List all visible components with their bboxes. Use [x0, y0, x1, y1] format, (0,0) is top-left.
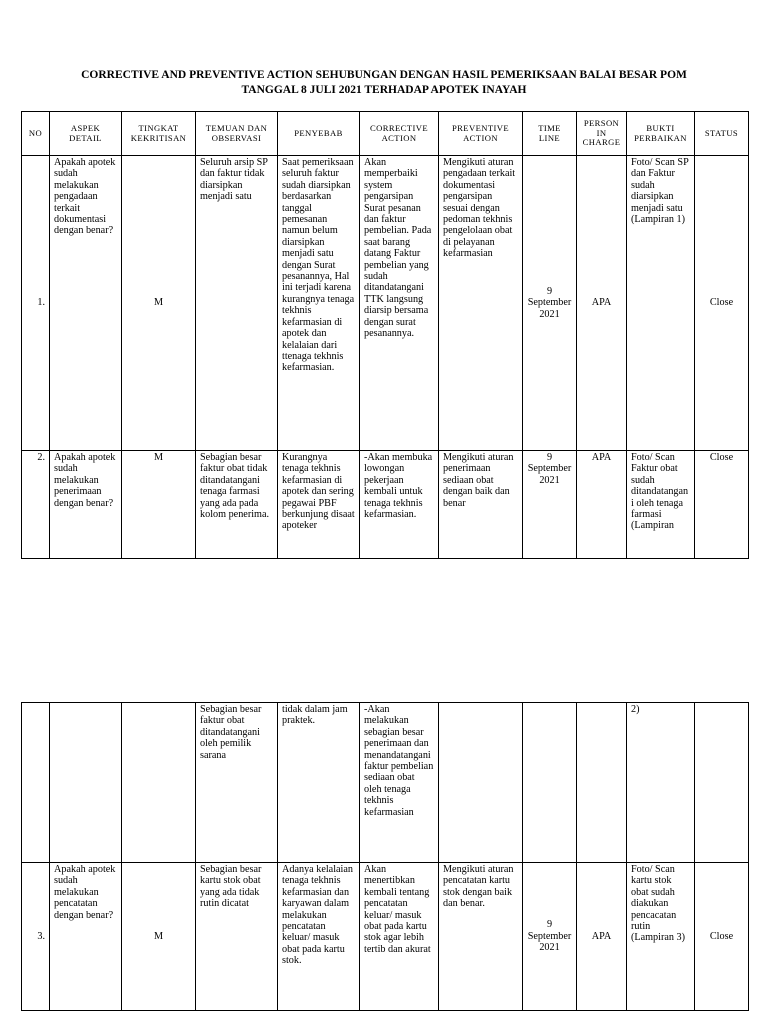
- cont-tingkat: [122, 703, 196, 863]
- row-2-tingkat: M: [122, 451, 196, 559]
- table-header-row: [22, 112, 749, 156]
- row-3-tingkat: M: [122, 863, 196, 1011]
- cont-status: [695, 703, 749, 863]
- row-3-corrective: Akan menertibkan kembali tentang pencatatan keluar/ masuk obat pada kartu stok agar lebih tertib dan akurat: [360, 863, 439, 1011]
- cont-pic: [577, 703, 627, 863]
- cont-aspek: [50, 703, 122, 863]
- row-1-bukti: Foto/ Scan SP dan Faktur sudah diarsipkan menjadi satu (Lampiran 1): [627, 156, 695, 451]
- row-1-no: 1.: [22, 156, 50, 451]
- header-tingkat: TINGKAT KEKRITISAN: [122, 112, 196, 156]
- row-2-preventive: Mengikuti aturan penerimaan sediaan obat dengan baik dan benar: [439, 451, 523, 559]
- row-1-corrective: Akan memperbaiki system pengarsipan Surat pesanan dan faktur pembelian. Pada saat barang datang Faktur pembelian yang sudah ditandatangani TTK langsung diarsip bersama dengan surat pesanannya.: [360, 156, 439, 451]
- row-2-status: Close: [695, 451, 749, 559]
- cont-penyebab: tidak dalam jam praktek.: [278, 703, 360, 863]
- row-1-status: Close: [695, 156, 749, 451]
- row-1-timeline: 9 September 2021: [523, 156, 577, 451]
- cont-temuan: Sebagian besar faktur obat ditandatangani oleh pemilik sarana: [196, 703, 278, 863]
- row-3-bukti: Foto/ Scan kartu stok obat sudah diakukan pencacatan rutin (Lampiran 3): [627, 863, 695, 1011]
- header-preventive: PREVENTIVE ACTION: [439, 112, 523, 156]
- title-line-1: CORRECTIVE AND PREVENTIVE ACTION SEHUBUNGAN DENGAN HASIL PEMERIKSAAN BALAI BESAR POM: [81, 69, 687, 81]
- table-row: [22, 156, 749, 451]
- header-timeline: TIME LINE: [523, 112, 577, 156]
- document-title: [0, 68, 768, 98]
- row-1-tingkat: M: [122, 156, 196, 451]
- row-3-penyebab: Adanya kelalaian tenaga tekhnis kefarmasian dan karyawan dalam melakukan pencatatan keluar/ masuk obat pada kartu stok.: [278, 863, 360, 1011]
- row-3-preventive: Mengikuti aturan pencatatan kartu stok dengan baik dan benar.: [439, 863, 523, 1011]
- row-1-pic: APA: [577, 156, 627, 451]
- row-2-corrective: -Akan membuka lowongan pekerjaan kembali untuk tenaga tekhnis kefarmasian.: [360, 451, 439, 559]
- row-3-aspek: Apakah apotek sudah melakukan pencatatan dengan benar?: [50, 863, 122, 1011]
- capa-table-page-1: [21, 111, 749, 559]
- cont-corrective: -Akan melakukan sebagian besar penerimaan dan menandatangani faktur pembelian sediaan obat oleh tenaga tekhnis kefarmasian: [360, 703, 439, 863]
- row-2-pic: APA: [577, 451, 627, 559]
- row-2-timeline: 9 September 2021: [523, 451, 577, 559]
- row-1-preventive: Mengikuti aturan pengadaan terkait dokumentasi pengarsipan sesuai dengan pedoman tekhnis pengelolaan obat di pelayanan kefarmasian: [439, 156, 523, 451]
- cont-timeline: [523, 703, 577, 863]
- header-bukti: BUKTI PERBAIKAN: [627, 112, 695, 156]
- header-pic: PERSON IN CHARGE: [577, 112, 627, 156]
- capa-table-page-2: [21, 702, 749, 1011]
- cont-preventive: [439, 703, 523, 863]
- row-2-aspek: Apakah apotek sudah melakukan penerimaan dengan benar?: [50, 451, 122, 559]
- table-row: [22, 451, 749, 559]
- cont-bukti: 2): [627, 703, 695, 863]
- table-row: [22, 863, 749, 1011]
- header-corrective: CORRECTIVE ACTION: [360, 112, 439, 156]
- header-no: NO: [22, 112, 50, 156]
- header-status: STATUS: [695, 112, 749, 156]
- row-3-status: Close: [695, 863, 749, 1011]
- row-2-penyebab: Kurangnya tenaga tekhnis kefarmasian di apotek dan sering pegawai PBF berkunjung disaat apoteker: [278, 451, 360, 559]
- row-1-aspek: Apakah apotek sudah melakukan pengadaan terkait dokumentasi dengan benar?: [50, 156, 122, 451]
- row-3-timeline: 9 September 2021: [523, 863, 577, 1011]
- row-3-no: 3.: [22, 863, 50, 1011]
- row-2-temuan: Sebagian besar faktur obat tidak ditandatangani tenaga farmasi yang ada pada kolom penerima.: [196, 451, 278, 559]
- row-3-temuan: Sebagian besar kartu stok obat yang ada tidak rutin dicatat: [196, 863, 278, 1011]
- cont-no: [22, 703, 50, 863]
- row-2-no: 2.: [22, 451, 50, 559]
- header-penyebab: PENYEBAB: [278, 112, 360, 156]
- header-aspek: ASPEK DETAIL: [50, 112, 122, 156]
- title-line-2: TANGGAL 8 JULI 2021 TERHADAP APOTEK INAYAH: [241, 84, 527, 96]
- header-temuan: TEMUAN DAN OBSERVASI: [196, 112, 278, 156]
- table-row-continuation: [22, 703, 749, 863]
- row-1-penyebab: Saat pemeriksaan seluruh faktur sudah diarsipkan berdasarkan tanggal pemesanan namun belum diarsipkan menjadi satu dengan Surat pesanannya, Hal ini terjadi karena kurangnya tenaga tekhnis kefarmasian di apotek dan kelalaian dari ttenaga tekhnis kefarmasian.: [278, 156, 360, 451]
- row-3-pic: APA: [577, 863, 627, 1011]
- row-2-bukti: Foto/ Scan Faktur obat sudah ditandatangani oleh tenaga farmasi (Lampiran: [627, 451, 695, 559]
- row-1-temuan: Seluruh arsip SP dan faktur tidak diarsipkan menjadi satu: [196, 156, 278, 451]
